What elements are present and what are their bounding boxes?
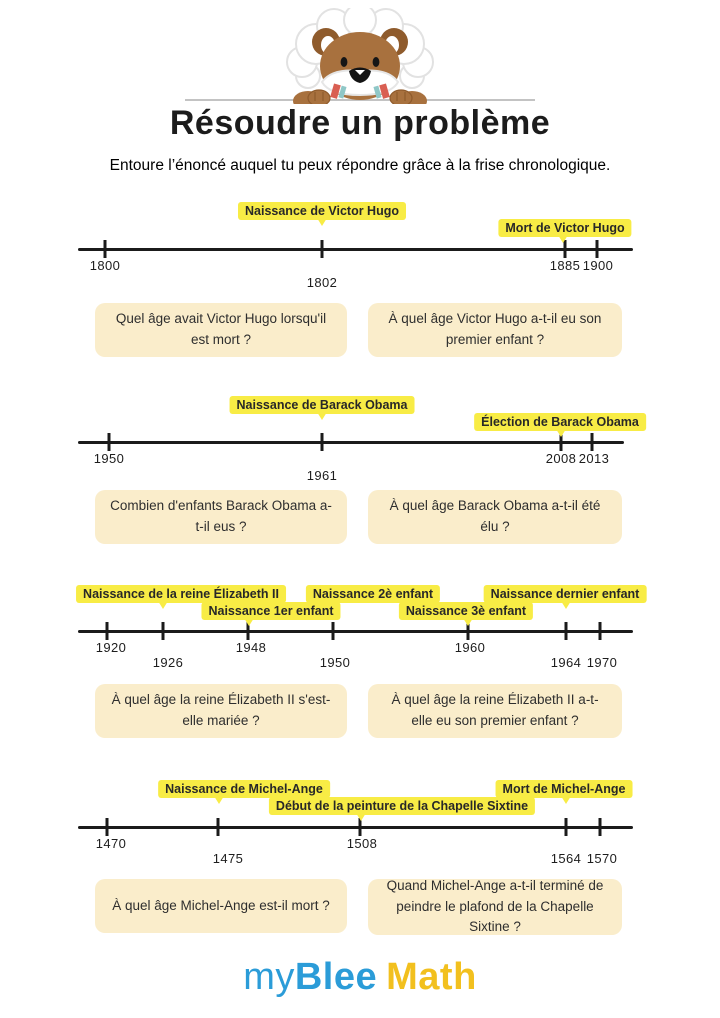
- timeline-tick: [596, 240, 599, 258]
- year-label: 1964: [550, 655, 582, 670]
- timeline-tick: [565, 622, 568, 640]
- question-card[interactable]: À quel âge la reine Élizabeth II a-t-elle eu son premier enfant ?: [368, 684, 622, 738]
- year-label: 1470: [95, 836, 127, 851]
- year-label: 1960: [454, 640, 486, 655]
- event-label: Naissance 2è enfant: [306, 585, 440, 603]
- logo-my: my: [243, 956, 295, 998]
- timeline-tick: [565, 818, 568, 836]
- year-label: 1802: [306, 275, 338, 290]
- year-label: 1926: [152, 655, 184, 670]
- timeline-tick: [104, 240, 107, 258]
- year-label: 1800: [89, 258, 121, 273]
- question-card[interactable]: Combien d'enfants Barack Obama a-t-il eus ?: [95, 490, 347, 544]
- timeline-tick: [108, 433, 111, 451]
- year-label: 1961: [306, 468, 338, 483]
- question-card[interactable]: Quand Michel-Ange a-t-il terminé de peindre le plafond de la Chapelle Sixtine ?: [368, 879, 622, 935]
- timeline-tick: [332, 622, 335, 640]
- timeline-tick: [599, 818, 602, 836]
- event-label: Naissance 1er enfant: [201, 602, 340, 620]
- timeline-axis: [78, 441, 624, 444]
- timeline-tick: [106, 818, 109, 836]
- year-label: 1564: [550, 851, 582, 866]
- year-label: 1508: [346, 836, 378, 851]
- event-label: Naissance de la reine Élizabeth II: [76, 585, 286, 603]
- timeline-axis: [78, 248, 633, 251]
- year-label: 1948: [235, 640, 267, 655]
- event-label: Mort de Michel-Ange: [496, 780, 633, 798]
- timeline-tick: [321, 240, 324, 258]
- event-label: Mort de Victor Hugo: [498, 219, 631, 237]
- event-label: Élection de Barack Obama: [474, 413, 646, 431]
- logo-math: Math: [386, 956, 477, 998]
- year-label: 1970: [586, 655, 618, 670]
- timeline-tick: [217, 818, 220, 836]
- instruction-text: Entoure l’énoncé auquel tu peux répondre grâce à la frise chronologique.: [109, 157, 611, 174]
- event-label: Naissance de Barack Obama: [230, 396, 415, 414]
- event-label: Naissance dernier enfant: [484, 585, 647, 603]
- year-label: 1570: [586, 851, 618, 866]
- year-label: 1475: [212, 851, 244, 866]
- logo-blee: Blee: [294, 956, 378, 998]
- myblee-math-logo: [0, 956, 720, 999]
- year-label: 1950: [93, 451, 125, 466]
- year-label: 1950: [319, 655, 351, 670]
- question-card[interactable]: À quel âge Victor Hugo a-t-il eu son premier enfant ?: [368, 303, 622, 357]
- question-card[interactable]: À quel âge Michel-Ange est-il mort ?: [95, 879, 347, 933]
- page-title: Résoudre un problème: [169, 104, 551, 142]
- year-label: 2008: [545, 451, 577, 466]
- timeline-tick: [162, 622, 165, 640]
- year-label: 1900: [582, 258, 614, 273]
- question-card[interactable]: À quel âge la reine Élizabeth II s'est-elle mariée ?: [95, 684, 347, 738]
- question-card[interactable]: Quel âge avait Victor Hugo lorsqu'il est mort ?: [95, 303, 347, 357]
- year-label: 2013: [578, 451, 610, 466]
- event-label: Naissance de Victor Hugo: [238, 202, 406, 220]
- timeline-tick: [106, 622, 109, 640]
- year-label: 1920: [95, 640, 127, 655]
- timeline-tick: [321, 433, 324, 451]
- einstein-bear-mascot-icon: [272, 8, 448, 104]
- event-label: Naissance 3è enfant: [399, 602, 533, 620]
- year-label: 1885: [549, 258, 581, 273]
- event-label: Début de la peinture de la Chapelle Sixtine: [269, 797, 535, 815]
- question-card[interactable]: À quel âge Barack Obama a-t-il été élu ?: [368, 490, 622, 544]
- timeline-tick: [591, 433, 594, 451]
- timeline-axis: [78, 826, 633, 829]
- event-label: Naissance de Michel-Ange: [158, 780, 330, 798]
- timeline-tick: [599, 622, 602, 640]
